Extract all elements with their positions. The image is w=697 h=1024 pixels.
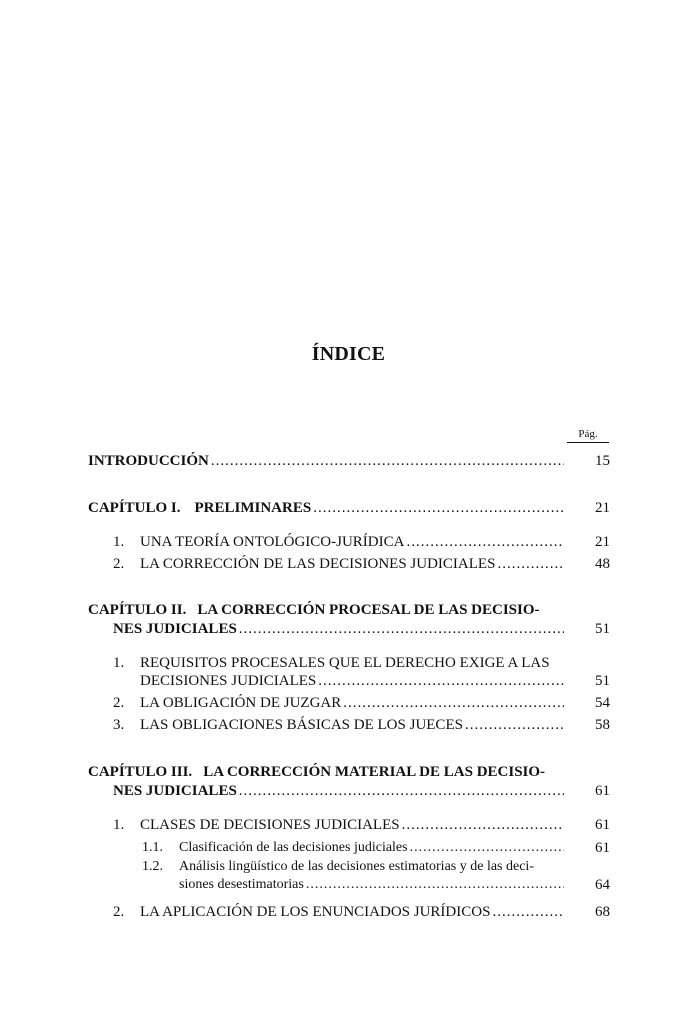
toc-page-number: 64 [595,877,610,893]
toc-page-number: 54 [595,695,610,711]
toc-entry-label-line1: LA CORRECCIÓN PROCESAL DE LAS DECISIO- [197,602,540,618]
toc-entry-capitulo-3[interactable] [113,782,566,800]
entry-number: 1. [113,534,125,550]
toc-page-number: 61 [595,783,610,799]
leader-dots [465,716,564,734]
page-title: ÍNDICE [311,343,386,365]
toc-entry-2-1[interactable] [140,672,566,690]
chapter-number: CAPÍTULO III. [88,764,193,780]
leader-dots [239,782,564,800]
entry-number: 1. [113,817,125,833]
toc-entry-2-1-line1[interactable] [113,654,573,672]
toc-page-number: 61 [595,817,610,833]
leader-dots [410,839,564,857]
toc-page-number: 21 [595,500,610,516]
toc-entry-2-2[interactable] [113,694,566,712]
toc-entry-label: LA OBLIGACIÓN DE JUZGAR [140,695,342,711]
leader-dots [306,876,564,894]
toc-page-number: 51 [595,621,610,637]
entry-number: 2. [113,695,125,711]
toc-entry-2-3[interactable] [113,716,566,734]
toc-page-number: 58 [595,717,610,733]
toc-entry-capitulo-1[interactable] [88,499,566,517]
entry-number: 1.2. [142,859,163,874]
toc-entry-label: PRELIMINARES [194,500,312,516]
chapter-number: CAPÍTULO II. [88,602,187,618]
toc-entry-capitulo-3-line1[interactable] [88,763,566,781]
toc-entry-label: NES JUDICIALES [113,783,237,799]
toc-page-number: 15 [595,453,610,469]
entry-number: 3. [113,717,125,733]
toc-page-number: 51 [595,673,610,689]
leader-dots [211,452,564,470]
toc-entry-label: LAS OBLIGACIONES BÁSICAS DE LOS JUECES [140,717,463,733]
entry-number: 2. [113,904,125,920]
toc-entry-capitulo-2[interactable] [113,620,566,638]
toc-entry-capitulo-2-line1[interactable] [88,601,566,619]
toc-entry-label: LA APLICACIÓN DE LOS ENUNCIADOS JURÍDICOS [140,904,491,920]
toc-entry-label: Clasificación de las decisiones judiciales [179,840,408,855]
toc-entry-label: siones desestimatorias [179,877,304,892]
toc-entry-label: NES JUDICIALES [113,621,237,637]
toc-page-number: 61 [595,840,610,856]
leader-dots [239,620,564,638]
toc-entry-label: INTRODUCCIÓN [88,453,209,469]
leader-dots [318,672,564,690]
toc-entry-label-line1: Análisis lingüístico de las decisiones estimatorias y de las deci- [179,859,534,874]
leader-dots [343,694,564,712]
entry-number: 1.1. [142,840,163,855]
toc-page-number: 68 [595,904,610,920]
toc-entry-label: DECISIONES JUDICIALES [140,673,317,689]
leader-dots [497,555,564,573]
toc-entry-1-2[interactable] [113,555,566,573]
leader-dots [313,499,564,517]
toc-entry-3-1-2-line1[interactable] [142,858,572,876]
toc-entry-label-line1: LA CORRECCIÓN MATERIAL DE LAS DECISIO- [203,764,546,780]
page-column-label: Pág. [567,428,609,443]
entry-number: 1. [113,655,125,671]
leader-dots [406,533,564,551]
leader-dots [402,816,564,834]
chapter-number: CAPÍTULO I. [88,500,181,516]
toc-entry-label-line1: REQUISITOS PROCESALES QUE EL DERECHO EXIGE A LAS [140,655,550,671]
toc-entry-3-1[interactable] [113,816,566,834]
toc-entry-introduccion[interactable] [88,452,566,470]
entry-number: 2. [113,556,125,572]
toc-page-number: 21 [595,534,610,550]
toc-entry-3-1-2[interactable] [179,876,566,894]
toc-entry-label: CLASES DE DECISIONES JUDICIALES [140,817,400,833]
toc-page-number: 48 [595,556,610,572]
toc-entry-1-1[interactable] [113,533,566,551]
toc-entry-label: LA CORRECCIÓN DE LAS DECISIONES JUDICIALES [140,556,496,572]
toc-entry-3-2[interactable] [113,903,566,921]
leader-dots [492,903,564,921]
toc-entry-label: UNA TEORÍA ONTOLÓGICO-JURÍDICA [140,534,405,550]
toc-entry-3-1-1[interactable] [142,839,566,857]
